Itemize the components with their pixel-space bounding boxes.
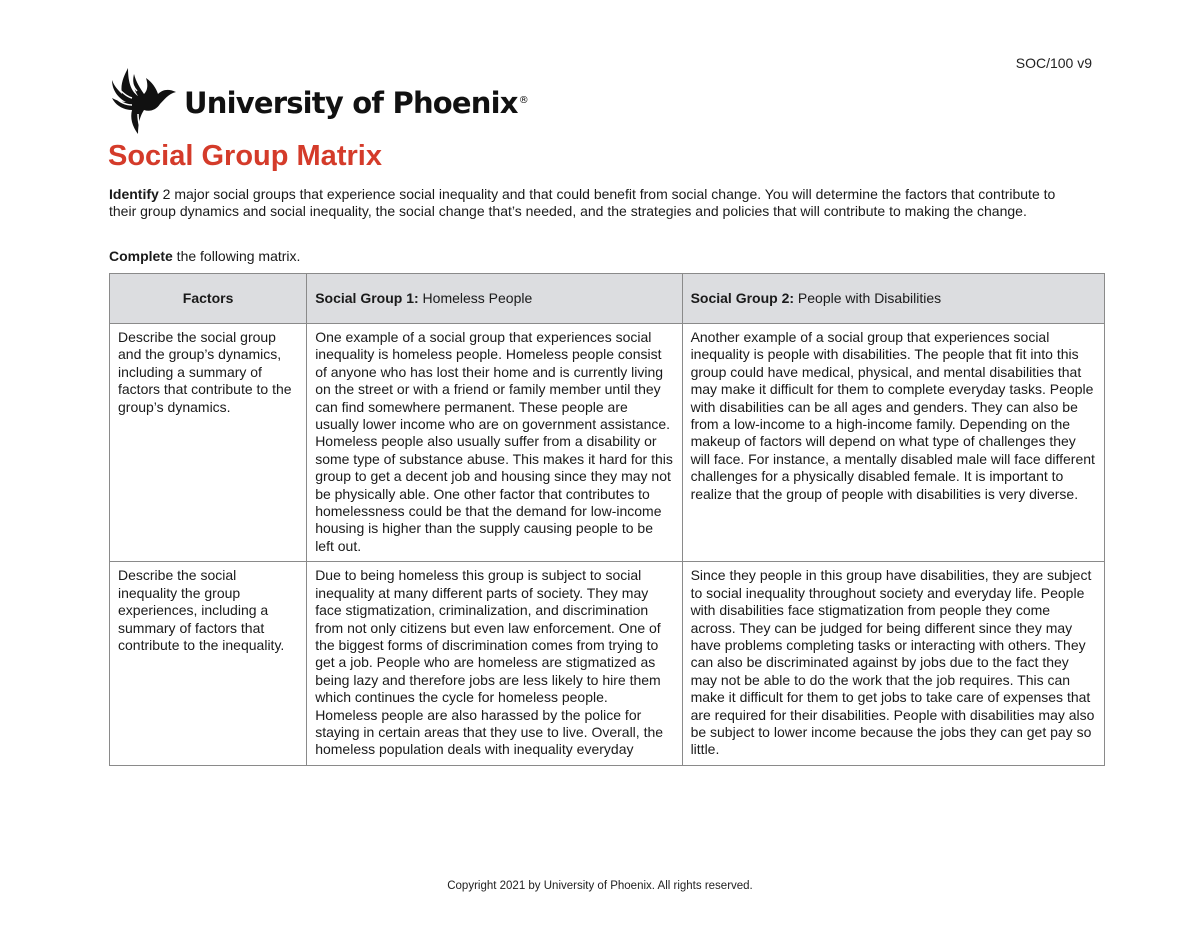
- group1-cell[interactable]: Due to being homeless this group is subject to social inequality at many different parts of society. They may face stigmatization, criminalization, and discrimination from not only citizens but even law enforcement. One of the biggest forms of discrimination comes from trying to get a job. People who are homeless are stigmatized as being lazy and therefore jobs are less likely to hire them which continues the cycle for homeless people. Homeless people are also harassed by the police for staying in certain areas that they use to live. Overall, the homeless population deals with inequality everyday: [307, 562, 682, 765]
- table-header-row: [110, 274, 1105, 324]
- copyright-footer: Copyright 2021 by University of Phoenix. All rights reserved.: [447, 880, 753, 892]
- phoenix-bird-icon: [110, 64, 178, 136]
- university-logo: [110, 64, 528, 136]
- header-group1-label: Social Group 1:: [315, 289, 419, 306]
- complete-lead: Complete: [109, 248, 173, 264]
- header-group2-name: People with Disabilities: [794, 289, 942, 306]
- logo-wordmark: [184, 86, 528, 120]
- factor-cell: Describe the social inequality the group experiences, including a summary of factors that contribute to the inequality.: [110, 562, 307, 765]
- header-group2-label: Social Group 2:: [690, 289, 795, 306]
- factor-cell: Describe the social group and the group’s dynamics, including a summary of factors that contribute to the group’s dynamics.: [110, 324, 307, 562]
- header-group1-name: Homeless People: [418, 289, 533, 306]
- table-row: [110, 562, 1105, 765]
- header-social-group-1: [307, 274, 682, 324]
- instructions-text: 2 major social groups that experience social inequality and that could benefit from social change. You will determine the factors that contribute to their group dynamics and social inequality, the social change that’s needed, and the strategies and policies that will contribute to making the change.: [109, 186, 1056, 219]
- group1-cell[interactable]: One example of a social group that experiences social inequality is homeless people. Homeless people consist of anyone who has lost their home and is currently living on the street or with a friend or family member until they can find somewhere permanent. These people are usually lower income who are on government assistance. Homeless people also usually suffer from a disability or some type of substance abuse. This makes it hard for this group to get a decent job and housing since they may not be physically able. One other factor that contributes to homelessness could be that the demand for low-income housing is higher than the supply causing people to be left out.: [307, 324, 682, 562]
- page-title: Social Group Matrix: [108, 140, 382, 172]
- table-row: [110, 324, 1105, 562]
- course-code: SOC/100 v9: [1015, 55, 1092, 71]
- complete-instruction: [109, 248, 300, 264]
- group2-cell[interactable]: Another example of a social group that experiences social inequality is people with disabilities. The people that fit into this group could have medical, physical, and mental disabilities that may make it difficult for them to complete everyday tasks. People with disabilities can be all ages and genders. They can also be from a low-income to a high-income family. Depending on the makeup of factors will depend on what type of challenges they will face. For instance, a mentally disabled male will face different challenges for a physically disabled female. It is important to realize that the group of people with disabilities is very diverse.: [682, 324, 1104, 562]
- social-group-matrix-table: [109, 273, 1105, 766]
- logo-text: University of Phoenix: [184, 86, 518, 120]
- complete-text: the following matrix.: [172, 248, 301, 264]
- group2-cell[interactable]: Since they people in this group have disabilities, they are subject to social inequality throughout society and everyday life. People with disabilities face stigmatization from people they come across. They can be judged for being different since they may have problems completing tasks or interacting with others. They can also be discriminated against by jobs due to the fact they may not be able to do the work that the job requires. This can make it difficult for them to get jobs to take care of expenses that are required for their disabilities. People with disabilities may also be subject to lower income because the jobs they can get pay so little.: [682, 562, 1104, 765]
- registered-mark: ®: [518, 95, 528, 106]
- instructions-paragraph: [109, 186, 1069, 220]
- instructions-lead: Identify: [109, 186, 159, 202]
- header-factors: Factors: [110, 274, 307, 324]
- header-social-group-2: [682, 274, 1104, 324]
